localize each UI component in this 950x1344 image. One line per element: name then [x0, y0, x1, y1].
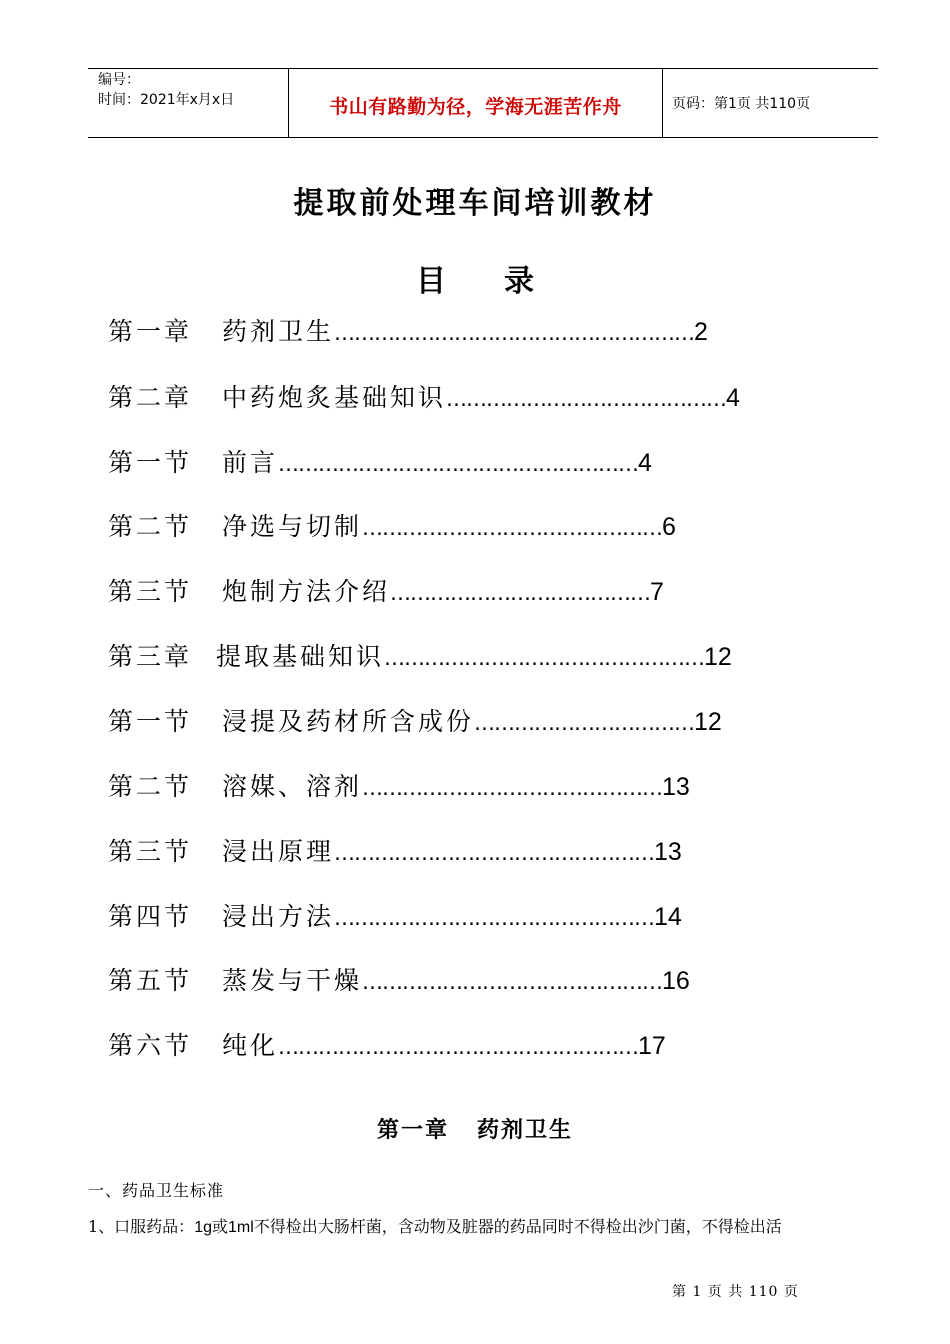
toc-entry[interactable] — [108, 1028, 666, 1064]
toc-entry-label: 第三章 — [108, 642, 193, 671]
chapter-label: 第一章 — [376, 1118, 449, 1143]
toc-entry-page: 6 — [662, 513, 676, 541]
toc-entry[interactable] — [108, 314, 708, 350]
toc-entry-title: 前言 — [222, 448, 279, 477]
para-unit-g: 1g — [194, 1219, 212, 1236]
toc-entry-leader: ………………………………………… — [384, 646, 705, 670]
header-table — [88, 68, 878, 138]
toc-entry-label: 第二节 — [108, 512, 193, 541]
toc-entry[interactable] — [108, 574, 664, 610]
toc-entry-page: 13 — [654, 838, 682, 866]
toc-entry-title: 蒸发与干燥 — [222, 966, 363, 995]
header-meta-cell — [88, 69, 288, 137]
toc-entry-label: 第五节 — [108, 966, 193, 995]
toc-entry-label: 第三节 — [108, 837, 193, 866]
header-motto-cell — [288, 69, 663, 137]
toc-entry-page: 13 — [662, 773, 690, 801]
toc-entry[interactable] — [108, 834, 682, 870]
toc-entry-title: 净选与切制 — [222, 512, 363, 541]
toc-heading-char-2: 录 — [504, 264, 534, 299]
toc-entry-page: 4 — [726, 384, 740, 412]
toc-entry-title: 浸出原理 — [222, 837, 335, 866]
toc-entry[interactable] — [108, 963, 690, 999]
toc-entry[interactable] — [108, 445, 652, 481]
toc-entry-page: 12 — [694, 708, 722, 736]
toc-entry-leader: ……………………………………… — [362, 516, 663, 540]
toc-entry-leader: ……………………………………… — [362, 776, 663, 800]
toc-heading-char-1: 目 — [416, 264, 446, 299]
toc-entry-title: 浸提及药材所含成份 — [222, 707, 475, 736]
toc-entry-title: 提取基础知识 — [216, 642, 385, 671]
toc-entry-label: 第一节 — [108, 707, 193, 736]
toc-entry-title: 纯化 — [222, 1031, 279, 1060]
page-footer: 第 1 页 共 110 页 — [672, 1284, 799, 1300]
toc-entry-label: 第四节 — [108, 902, 193, 931]
toc-entry-leader: ……………………………………………… — [334, 321, 695, 345]
toc-entry-page: 16 — [662, 967, 690, 995]
toc-entry-label: 第一节 — [108, 448, 193, 477]
para-or: 或 — [211, 1217, 228, 1236]
toc-entry-page: 2 — [694, 318, 708, 346]
toc-entry-page: 12 — [704, 643, 732, 671]
motto-text: 书山有路勤为径，学海无涯苦作舟 — [329, 96, 622, 118]
toc-entry[interactable] — [108, 639, 732, 675]
chapter-heading — [0, 1113, 950, 1144]
toc-entry-page: 14 — [654, 903, 682, 931]
toc-entry[interactable] — [108, 380, 740, 416]
toc-entry-title: 浸出方法 — [222, 902, 335, 931]
toc-entry-page: 17 — [638, 1032, 666, 1060]
chapter-title: 药剂卫生 — [477, 1118, 574, 1143]
document-title: 提取前处理车间培训教材 — [293, 186, 657, 221]
toc-entry-leader: ………………………………… — [390, 581, 651, 605]
toc-entry-title: 药剂卫生 — [222, 317, 335, 346]
toc-entry[interactable] — [108, 704, 722, 740]
toc-entry-leader: …………………………………… — [446, 387, 727, 411]
toc-entry-leader: …………………………… — [474, 711, 695, 735]
toc-entry-leader: ………………………………………… — [334, 841, 655, 865]
section-heading: 一、药品卫生标准 — [88, 1181, 225, 1200]
toc-entry-page: 7 — [650, 578, 664, 606]
toc-entry-title: 溶媒、溶剂 — [222, 772, 363, 801]
toc-entry-label: 第一章 — [108, 317, 193, 346]
toc-entry-label: 第六节 — [108, 1031, 193, 1060]
toc-entry-label: 第二节 — [108, 772, 193, 801]
page-info: 页码：第1页 共110页 — [672, 96, 811, 112]
toc-heading — [0, 256, 950, 300]
toc-entry-title: 中药炮炙基础知识 — [222, 383, 447, 412]
para-unit-ml: 1ml — [228, 1219, 254, 1236]
toc-entry-page: 4 — [638, 449, 652, 477]
toc-entry-leader: ……………………………………… — [362, 970, 663, 994]
time-label: 时间：2021年x月x日 — [98, 92, 235, 108]
toc-entry[interactable] — [108, 769, 690, 805]
toc-entry-leader: ……………………………………………… — [278, 452, 639, 476]
toc-entry-title: 炮制方法介绍 — [222, 577, 391, 606]
para-start: 1、口服药品： — [88, 1217, 195, 1236]
toc-entry-leader: ………………………………………… — [334, 906, 655, 930]
body-paragraph — [88, 1214, 782, 1237]
para-rest: 不得检出大肠杆菌，含动物及脏器的药品同时不得检出沙门菌，不得检出活 — [253, 1217, 782, 1236]
number-label: 编号： — [98, 72, 140, 88]
toc-entry[interactable] — [108, 899, 682, 935]
toc-entry-leader: ……………………………………………… — [278, 1035, 639, 1059]
toc-entry[interactable] — [108, 509, 676, 545]
toc-entry-label: 第二章 — [108, 383, 193, 412]
header-page-cell — [662, 69, 878, 137]
toc-entry-label: 第三节 — [108, 577, 193, 606]
